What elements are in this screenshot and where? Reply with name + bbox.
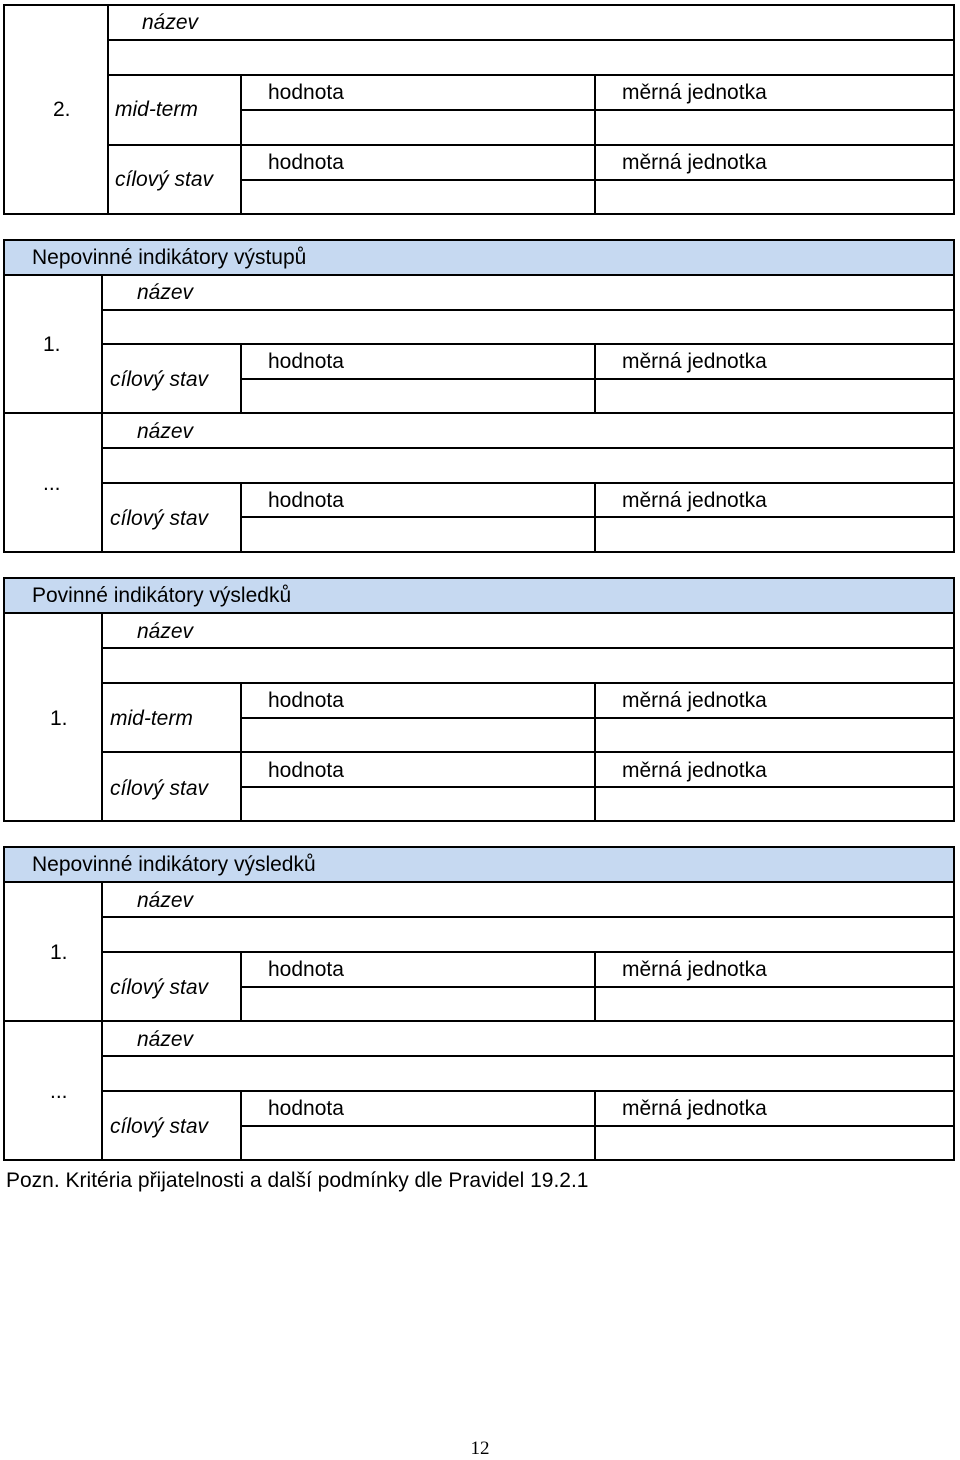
indicator-table-optional-outputs <box>3 239 955 553</box>
indicator-table-optional-results <box>3 846 955 1161</box>
divider <box>107 6 109 213</box>
section-header: Nepovinné indikátory výstupů <box>5 241 953 276</box>
mid-term-label: mid-term <box>110 707 193 730</box>
hodnota-label: hodnota <box>268 151 344 174</box>
indicator-table-mandatory-results <box>3 577 955 822</box>
hodnota-label: hodnota <box>268 489 344 512</box>
divider <box>101 343 953 345</box>
indicator-table-top <box>3 4 955 215</box>
hodnota-label: hodnota <box>268 759 344 782</box>
divider <box>107 74 953 76</box>
divider <box>101 482 953 484</box>
divider <box>101 751 953 753</box>
hodnota-label: hodnota <box>268 958 344 981</box>
merna-jednotka-label: měrná jednotka <box>622 759 767 782</box>
divider <box>101 447 953 449</box>
cilovy-stav-label: cílový stav <box>110 777 209 800</box>
section-header: Nepovinné indikátory výsledků <box>5 848 953 883</box>
hodnota-label: hodnota <box>268 1097 344 1120</box>
merna-jednotka-label: měrná jednotka <box>622 151 767 174</box>
nazev-label: název <box>137 889 194 912</box>
nazev-label: název <box>137 420 194 443</box>
cilovy-stav-label: cílový stav <box>110 507 209 530</box>
cilovy-stav-label: cílový stav <box>110 368 209 391</box>
divider <box>240 1125 953 1127</box>
divider <box>240 109 953 111</box>
row-number: 2. <box>53 98 71 121</box>
row-number: 1. <box>43 333 61 356</box>
divider <box>101 1055 953 1057</box>
row-number: 1. <box>50 707 68 730</box>
merna-jednotka-label: měrná jednotka <box>622 958 767 981</box>
divider <box>101 309 953 311</box>
divider <box>240 179 953 181</box>
divider <box>107 39 953 41</box>
footnote: Pozn. Kritéria přijatelnosti a další podmínky dle Pravidel 19.2.1 <box>6 1169 589 1192</box>
divider <box>240 717 953 719</box>
divider <box>101 614 103 820</box>
divider <box>240 516 953 518</box>
nazev-label: název <box>137 1028 194 1051</box>
mid-term-label: mid-term <box>115 98 198 121</box>
hodnota-label: hodnota <box>268 350 344 373</box>
merna-jednotka-label: měrná jednotka <box>622 1097 767 1120</box>
merna-jednotka-label: měrná jednotka <box>622 689 767 712</box>
divider <box>101 1090 953 1092</box>
divider <box>101 682 953 684</box>
divider <box>240 986 953 988</box>
merna-jednotka-label: měrná jednotka <box>622 81 767 104</box>
merna-jednotka-label: měrná jednotka <box>622 489 767 512</box>
divider <box>240 786 953 788</box>
divider <box>5 412 953 414</box>
cilovy-stav-label: cílový stav <box>115 168 214 191</box>
section-header: Povinné indikátory výsledků <box>5 579 953 614</box>
row-number: ... <box>50 1080 68 1103</box>
divider <box>101 951 953 953</box>
divider <box>101 647 953 649</box>
hodnota-label: hodnota <box>268 689 344 712</box>
page-number: 12 <box>470 1438 490 1459</box>
nazev-label: název <box>142 11 199 34</box>
row-number: 1. <box>50 941 68 964</box>
divider <box>240 378 953 380</box>
divider <box>5 1020 953 1022</box>
nazev-label: název <box>137 281 194 304</box>
nazev-label: název <box>137 620 194 643</box>
divider <box>101 916 953 918</box>
cilovy-stav-label: cílový stav <box>110 976 209 999</box>
merna-jednotka-label: měrná jednotka <box>622 350 767 373</box>
cilovy-stav-label: cílový stav <box>110 1115 209 1138</box>
hodnota-label: hodnota <box>268 81 344 104</box>
divider <box>107 144 953 146</box>
row-number: ... <box>43 472 61 495</box>
